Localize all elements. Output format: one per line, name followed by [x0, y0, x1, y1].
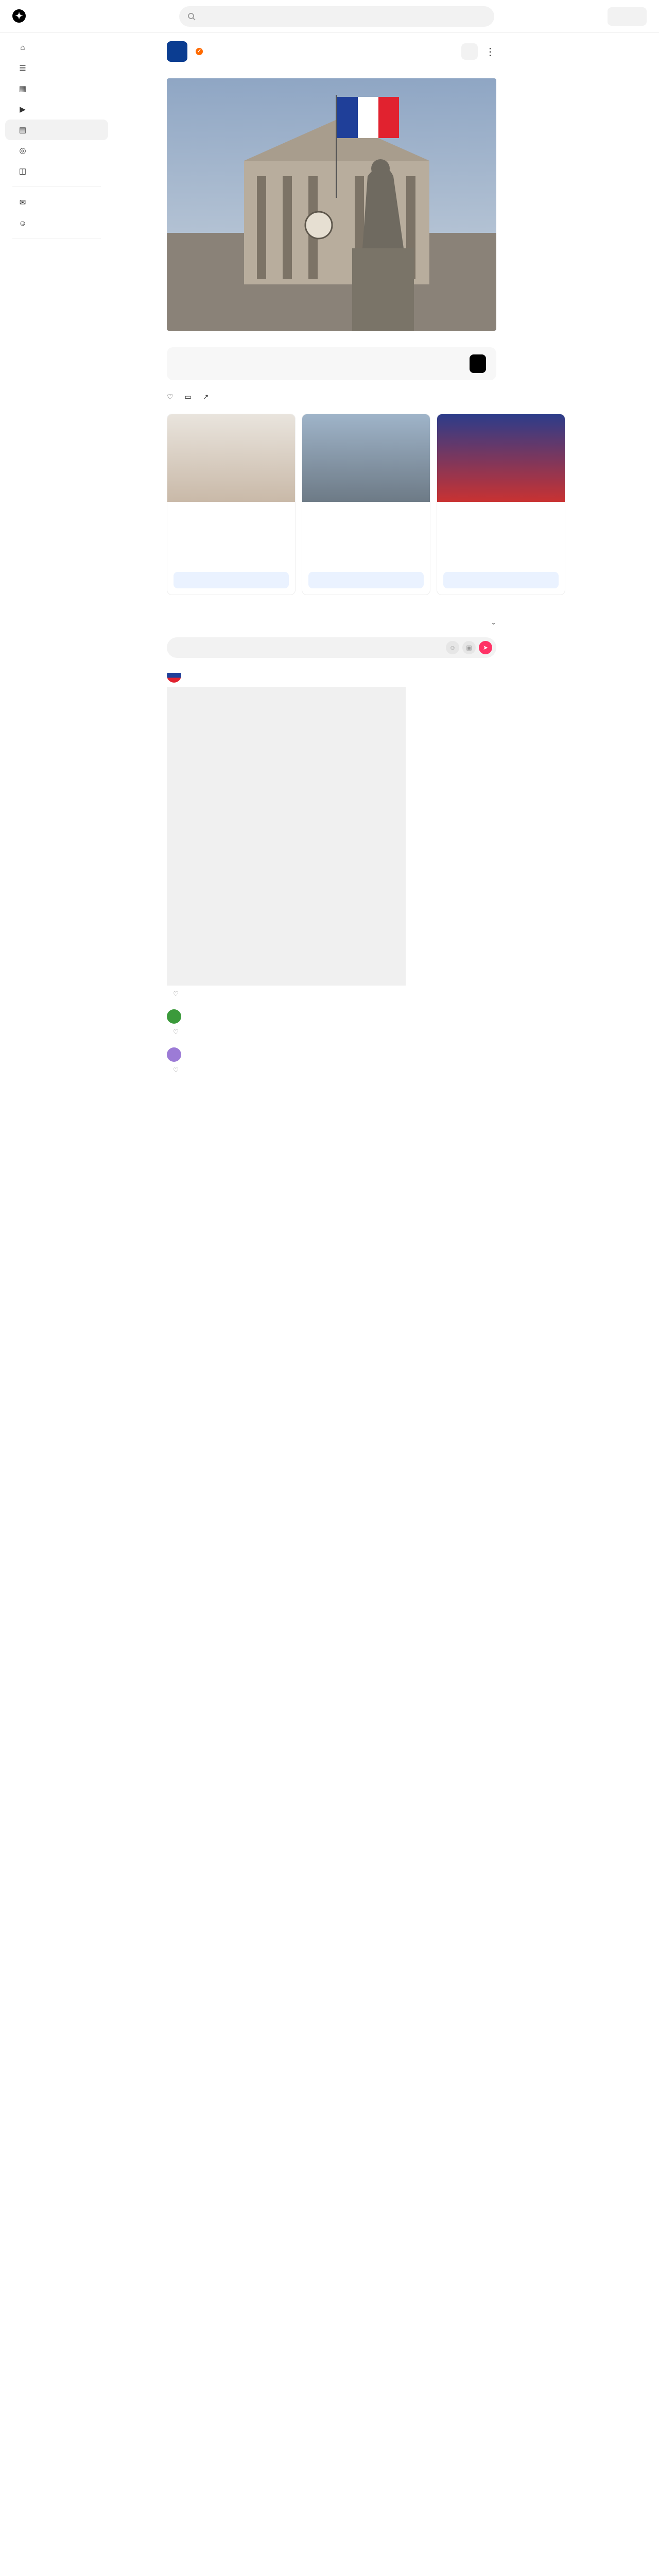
- image-icon[interactable]: ▣: [462, 641, 476, 654]
- comment: [167, 668, 496, 999]
- ad-title: [437, 502, 565, 507]
- comment-actions: [167, 989, 496, 999]
- article-column: [167, 41, 496, 1086]
- subscribe-card: [167, 347, 496, 380]
- more-options-icon[interactable]: ⋮: [485, 46, 495, 58]
- ad-button[interactable]: [174, 572, 289, 588]
- comment-input[interactable]: [167, 637, 496, 658]
- zen-logo-icon: ✦: [12, 9, 26, 23]
- chat-icon: ✉: [19, 198, 26, 207]
- sidebar-item-kids[interactable]: [5, 213, 108, 233]
- like-icon[interactable]: ♡: [173, 990, 179, 997]
- top-header: [0, 0, 659, 33]
- sidebar: [0, 37, 113, 244]
- publisher-row: [167, 41, 496, 62]
- share-button[interactable]: [203, 393, 209, 401]
- subscribe-button[interactable]: [461, 43, 478, 60]
- avatar[interactable]: [167, 1009, 181, 1024]
- comments-button[interactable]: [185, 393, 195, 401]
- avatar[interactable]: [167, 668, 181, 683]
- verified-icon: ✓: [196, 48, 203, 55]
- ad-image: [167, 414, 295, 502]
- send-icon[interactable]: ➤: [479, 641, 492, 654]
- sidebar-item-topics[interactable]: [5, 78, 108, 99]
- sidebar-item-articles[interactable]: [5, 120, 108, 140]
- news-icon: ◫: [19, 167, 27, 176]
- comment-image[interactable]: [167, 687, 406, 986]
- publisher-avatar[interactable]: [167, 41, 187, 62]
- reactions-bar: [167, 393, 496, 401]
- sort-dropdown[interactable]: [491, 618, 496, 626]
- subscribe-card-button[interactable]: [470, 354, 486, 373]
- sidebar-item-news[interactable]: [5, 161, 108, 181]
- sidebar-item-shorts[interactable]: [5, 140, 108, 161]
- ad-card[interactable]: [302, 414, 430, 595]
- sidebar-item-subscriptions[interactable]: [5, 58, 108, 78]
- articles-icon: ▤: [19, 126, 27, 134]
- ad-image: [302, 414, 430, 502]
- ad-source: [437, 510, 565, 513]
- sidebar-item-video[interactable]: [5, 99, 108, 120]
- ad-title: [167, 502, 295, 507]
- chevron-down-icon: ⌄: [491, 618, 496, 626]
- comment-icon: ▭: [184, 393, 192, 401]
- ad-button[interactable]: [308, 572, 424, 588]
- search-icon: [187, 12, 196, 21]
- subscriptions-icon: ☰: [19, 64, 26, 73]
- article-photo: [167, 78, 496, 331]
- comment-actions: [167, 1065, 496, 1075]
- comment-header: [167, 1047, 496, 1062]
- ad-title: [302, 502, 430, 507]
- login-button[interactable]: [608, 7, 647, 26]
- like-icon[interactable]: ♡: [173, 1066, 179, 1074]
- ad-carousel: [167, 414, 659, 595]
- comments-title: [167, 616, 171, 629]
- ad-source: [302, 510, 430, 513]
- comment-header: [167, 668, 496, 683]
- ad-image: [437, 414, 565, 502]
- shorts-icon: ◎: [19, 146, 26, 155]
- publisher-name-row[interactable]: [194, 48, 461, 55]
- video-icon: ▶: [20, 105, 26, 114]
- comment: [167, 1047, 496, 1075]
- comments-header: [167, 616, 496, 629]
- sidebar-item-home[interactable]: [5, 37, 108, 58]
- comment: [167, 1009, 496, 1037]
- sidebar-item-messenger[interactable]: [5, 192, 108, 213]
- avatar[interactable]: [167, 1047, 181, 1062]
- like-icon[interactable]: ♡: [173, 1028, 179, 1036]
- emoji-icon[interactable]: ☺: [446, 641, 459, 654]
- home-icon: ⌂: [20, 43, 25, 52]
- zen-logo[interactable]: [12, 9, 29, 23]
- publisher-info: [194, 48, 461, 55]
- like-button[interactable]: [167, 393, 177, 401]
- search-bar[interactable]: [179, 6, 494, 27]
- ad-card[interactable]: [167, 414, 296, 595]
- comment-actions: [167, 1027, 496, 1037]
- parliament-flag-image: [167, 78, 496, 331]
- ad-card[interactable]: [437, 414, 565, 595]
- comment-input-icons: [446, 641, 492, 654]
- topics-icon: ▦: [19, 84, 27, 93]
- comment-header: [167, 1009, 496, 1024]
- ad-source: [167, 510, 295, 513]
- kids-icon: ☺: [19, 218, 27, 228]
- share-icon: ↗: [202, 393, 209, 401]
- like-icon: ♡: [167, 393, 174, 401]
- ad-button[interactable]: [443, 572, 559, 588]
